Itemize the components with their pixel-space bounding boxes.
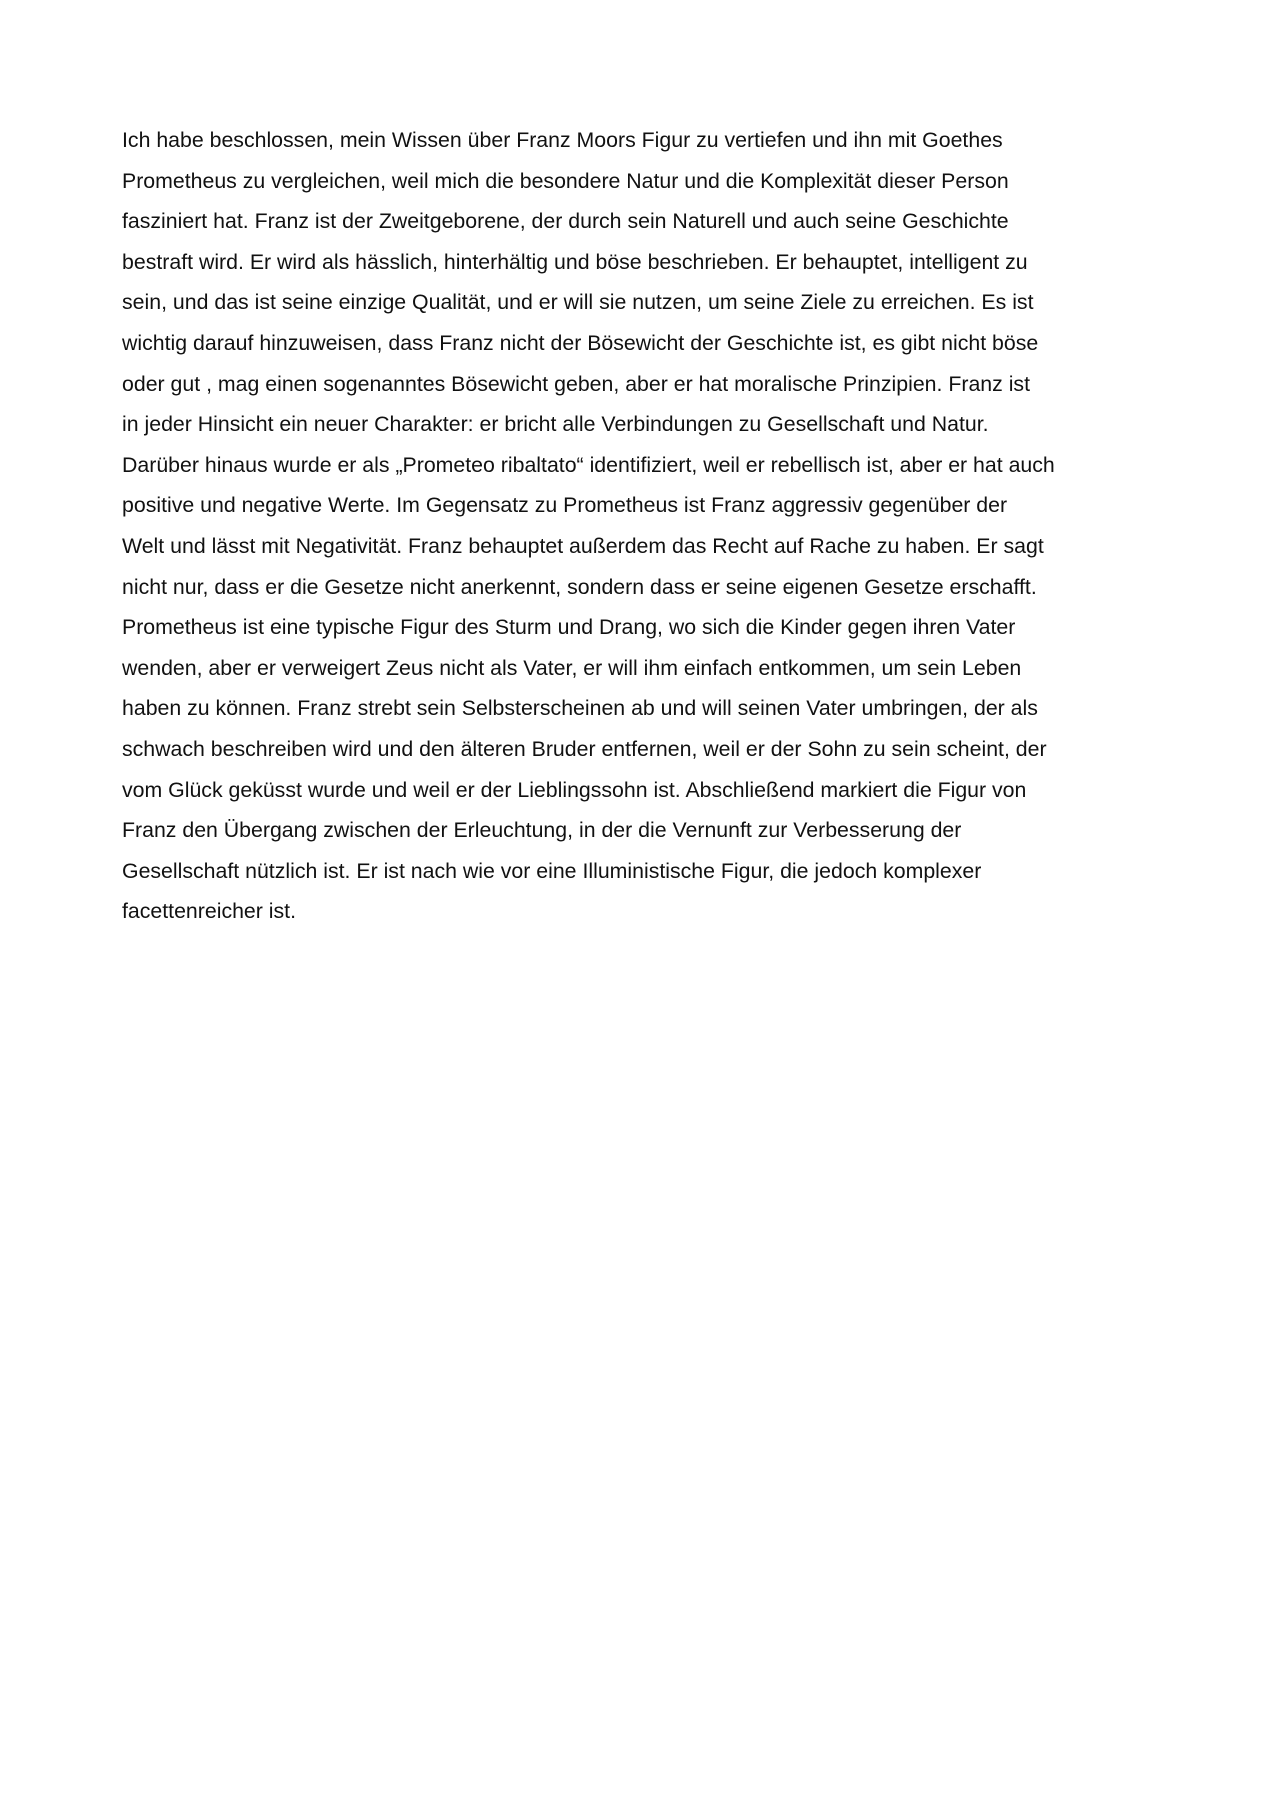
text-line: vom Glück geküsst wurde und weil er der Lieblingssohn ist. Abschließend markiert die Figur von [122, 777, 1027, 802]
text-line: wichtig darauf hinzuweisen, dass Franz nicht der Bösewicht der Geschichte ist, es gibt nicht böse [122, 330, 1039, 355]
text-line: Welt und lässt mit Negativität. Franz behauptet außerdem das Recht auf Rache zu haben. Er sagt [122, 533, 1044, 558]
text-line: in jeder Hinsicht ein neuer Charakter: er bricht alle Verbindungen zu Gesellschaft und Natur. [122, 412, 989, 437]
text-line: bestraft wird. Er wird als hässlich, hinterhältig und böse beschrieben. Er behauptet, intelligent zu [122, 249, 1028, 274]
text-line: facettenreicher ist. [122, 899, 297, 924]
text-line: haben zu können. Franz strebt sein Selbsterscheinen ab und will seinen Vater umbringen, der als [122, 696, 1038, 721]
body-paragraph [122, 120, 1182, 932]
text-line: Prometheus zu vergleichen, weil mich die besondere Natur und die Komplexität dieser Person [122, 168, 1009, 193]
text-line: Ich habe beschlossen, mein Wissen über Franz Moors Figur zu vertiefen und ihn mit Goethes [122, 128, 1003, 152]
text-line: Gesellschaft nützlich ist. Er ist nach wie vor eine Illuministische Figur, die jedoch komplexer [122, 858, 982, 883]
text-line: schwach beschreiben wird und den älteren Bruder entfernen, weil er der Sohn zu sein scheint, der [122, 736, 1047, 761]
text-line: Prometheus ist eine typische Figur des Sturm und Drang, wo sich die Kinder gegen ihren Vater [122, 615, 1016, 640]
text-line: nicht nur, dass er die Gesetze nicht anerkennt, sondern dass er seine eigenen Gesetze erschafft. [122, 574, 1037, 599]
text-line: Franz den Übergang zwischen der Erleuchtung, in der die Vernunft zur Verbesserung der [122, 818, 962, 843]
text-line: oder gut , mag einen sogenanntes Bösewicht geben, aber er hat moralische Prinzipien. Franz ist [122, 371, 1030, 396]
text-line: positive und negative Werte. Im Gegensatz zu Prometheus ist Franz aggressiv gegenüber der [122, 493, 1008, 518]
text-line: wenden, aber er verweigert Zeus nicht als Vater, er will ihm einfach entkommen, um sein Leben [122, 655, 1022, 680]
text-line: sein, und das ist seine einzige Qualität, und er will sie nutzen, um seine Ziele zu erreichen. Es ist [122, 290, 1034, 315]
text-line: fasziniert hat. Franz ist der Zweitgeborene, der durch sein Naturell und auch seine Geschichte [122, 209, 1009, 234]
text-line: Darüber hinaus wurde er als „Prometeo ribaltato“ identifiziert, weil er rebellisch ist, aber er hat auch [122, 452, 1055, 477]
